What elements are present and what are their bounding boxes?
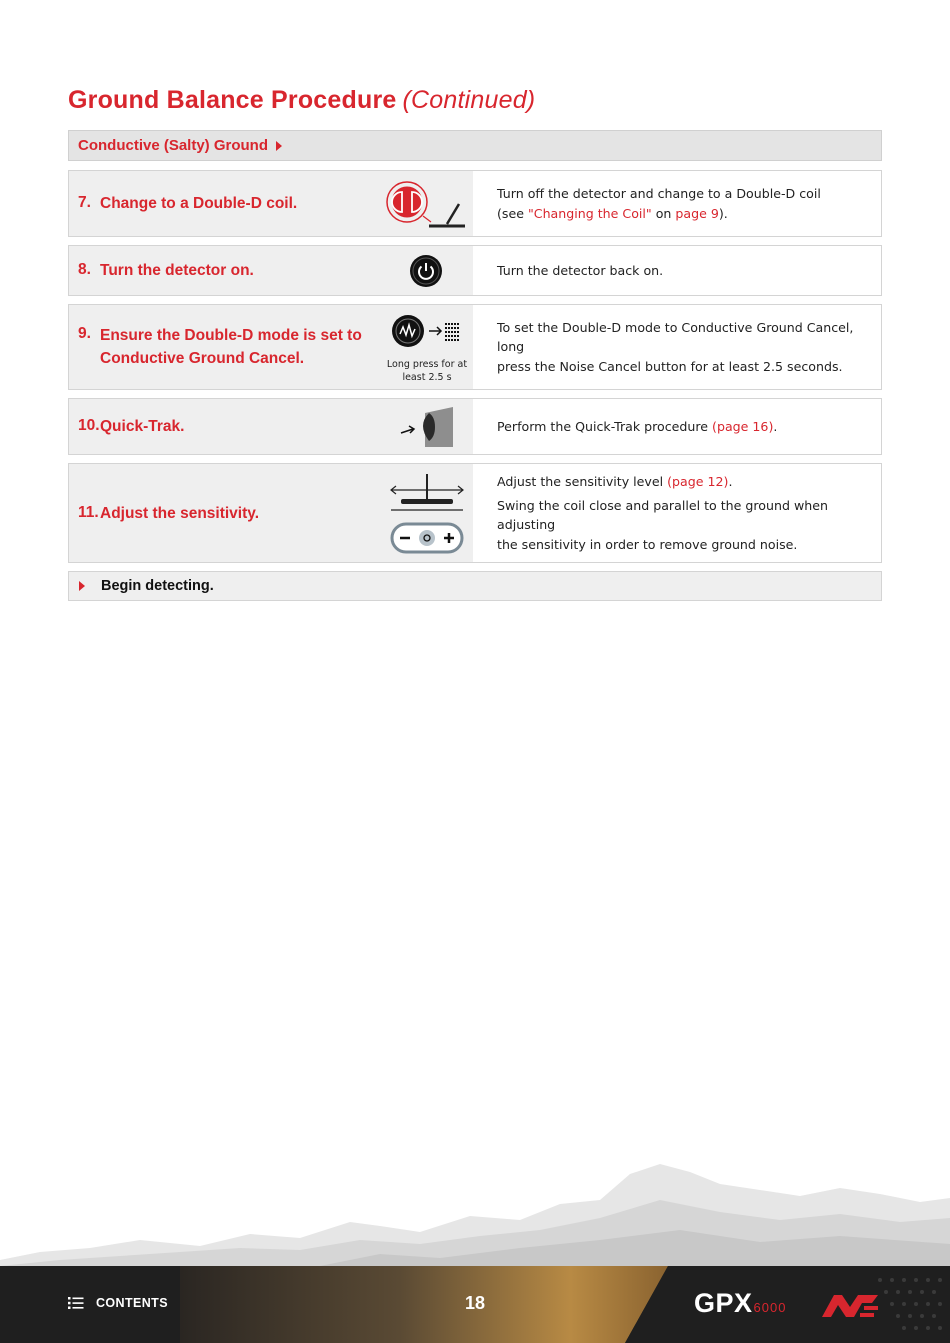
step-description-text: . — [773, 418, 778, 434]
step-8-description — [475, 246, 881, 295]
triangle-right-icon — [79, 581, 85, 591]
step-7 — [68, 170, 882, 237]
product-brand — [694, 1288, 786, 1319]
step-9-left — [69, 305, 475, 389]
page-title-continued: (Continued) — [402, 86, 536, 114]
step-11 — [68, 463, 882, 563]
link-page-9[interactable]: page 9 — [675, 205, 719, 221]
step-title-line: Conductive Ground Cancel. — [100, 350, 305, 367]
step-8-left — [69, 246, 475, 295]
step-10-left — [69, 399, 475, 454]
step-number: 8. — [78, 261, 91, 278]
noise-cancel-icon — [389, 313, 467, 353]
page-title — [68, 86, 535, 115]
icon-caption-line: least 2.5 s — [402, 371, 452, 383]
step-title: Turn the detector on. — [100, 262, 254, 279]
step-title: Adjust the sensitivity. — [100, 505, 260, 522]
step-title: Change to a Double-D coil. — [100, 195, 298, 212]
step-title — [100, 324, 362, 370]
page-title-main: Ground Balance Procedure — [68, 86, 397, 114]
sensitivity-adjust-icon — [387, 472, 467, 560]
section-header-conductive-ground — [68, 130, 882, 161]
step-7-description — [475, 171, 881, 236]
step-10 — [68, 398, 882, 455]
power-button-icon — [409, 254, 443, 292]
contents-list-icon — [68, 1296, 84, 1310]
footer-bar — [0, 1266, 950, 1343]
step-description-line: press the Noise Cancel button for at least 2.5 seconds. — [497, 358, 843, 374]
triangle-right-icon — [276, 141, 282, 151]
contents-link[interactable] — [68, 1296, 168, 1310]
step-7-left — [69, 171, 475, 236]
page-number: 18 — [464, 1293, 486, 1313]
step-number: 7. — [78, 194, 91, 211]
step-11-description — [475, 464, 881, 562]
step-description-text: on — [651, 205, 676, 221]
step-description-text: Perform the Quick-Trak procedure — [497, 418, 713, 434]
step-9-description — [475, 305, 881, 389]
brand-name: GPX — [694, 1288, 753, 1318]
step-9 — [68, 304, 882, 390]
step-11-left — [69, 464, 475, 562]
step-10-description — [475, 399, 881, 454]
section-header-label: Conductive (Salty) Ground — [78, 137, 269, 154]
minelab-logo-icon — [820, 1293, 882, 1319]
step-number: 9. — [78, 325, 91, 342]
link-changing-the-coil[interactable]: "Changing the Coil" — [527, 205, 652, 221]
icon-caption — [382, 359, 472, 384]
begin-detecting-bar — [68, 571, 882, 601]
step-description-line: the sensitivity in order to remove ground noise. — [497, 536, 798, 552]
double-d-coil-icon — [385, 178, 469, 234]
step-8 — [68, 245, 882, 296]
link-page-12[interactable]: (page 12) — [667, 474, 729, 489]
icon-caption-line: Long press for at — [386, 359, 468, 370]
step-description-line: Swing the coil close and parallel to the ground when adjusting — [497, 497, 828, 532]
link-page-16[interactable]: (page 16) — [712, 418, 774, 434]
step-title: Quick-Trak. — [100, 418, 185, 435]
step-number: 11. — [78, 504, 99, 521]
brand-model: 6000 — [753, 1300, 787, 1315]
step-description-text: Adjust the sensitivity level — [497, 474, 668, 489]
begin-detecting-label: Begin detecting. — [101, 578, 214, 594]
step-description: Turn the detector back on. — [497, 262, 664, 278]
step-description-text: . — [728, 474, 733, 489]
step-description-line: To set the Double-D mode to Conductive Ground Cancel, long — [497, 319, 854, 355]
mountain-background-image — [0, 1160, 950, 1270]
step-description-text: (see — [497, 205, 528, 221]
step-description-text: ). — [718, 205, 728, 221]
contents-label: CONTENTS — [96, 1296, 168, 1310]
step-description: Turn off the detector and change to a Double-D coil — [497, 186, 821, 201]
step-title-line: Ensure the Double-D mode is set to — [100, 327, 362, 344]
quick-trak-icon — [399, 407, 455, 451]
step-number: 10. — [78, 417, 100, 434]
